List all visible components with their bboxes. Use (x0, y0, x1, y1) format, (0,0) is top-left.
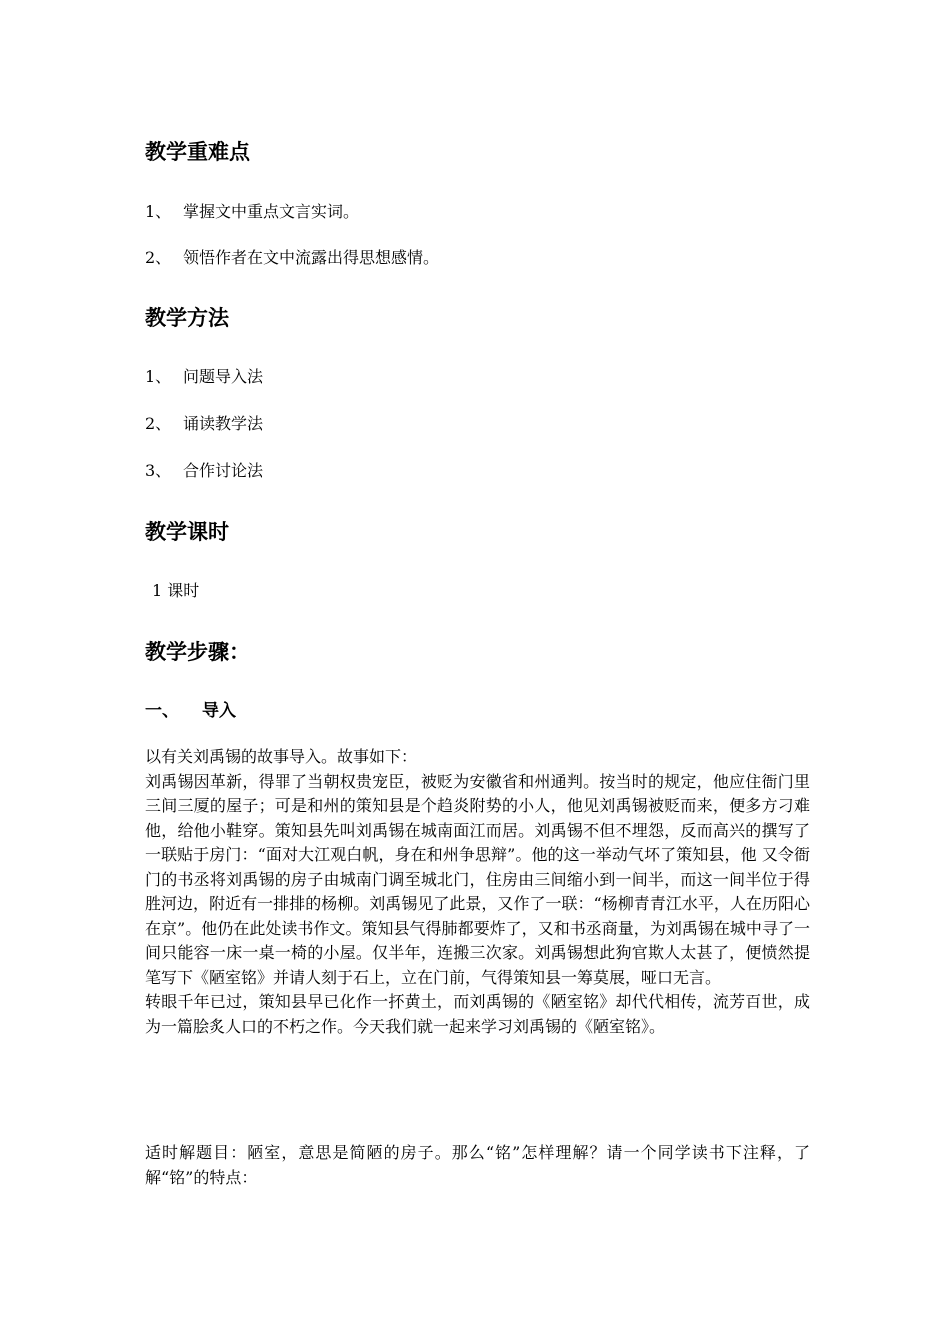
heading-methods: 教学方法 (145, 306, 229, 330)
paragraph: 刘禹锡因革新，得罪了当朝权贵宠臣，被贬为安徽省和州通判。按当时的规定，他应住衙门里三间三厦的屋子；可是和州的策知县是个趋炎附势的小人，他见刘禹锡被贬而来，便多方刁难他，给他小鞋穿。策知县先叫刘禹锡在城南面江而居。刘禹锡不但不埋怨，反而高兴的撰写了一联贴于房门：“面对大江观白帆，身在和州争思辩”。他的这一举动气坏了策知县，他 又令衙门的书丞将刘禹锡的房子由城南门调至城北门，住房由三间缩小到一间半，而这一间半位于得胜河边，附近有一排排的杨柳。刘禹锡见了此景，又作了一联：“杨柳青青江水平，人在历阳心在京”。他仍在此处读书作文。策知县气得肺都要炸了，又和书丞商量，为刘禹锡在城中寻了一间只能容一床一桌一椅的小屋。仅半年，连搬三次家。刘禹锡想此狗官欺人太甚了，便愤然提笔写下《陋室铭》并请人刻于石上，立在门前，气得策知县一筹莫展，哑口无言。 (145, 771, 810, 987)
step-label: 导入 (202, 701, 236, 721)
list-number: 2、 (145, 248, 172, 267)
hours-value: 1 课时 (152, 581, 200, 600)
list-number: 3、 (145, 461, 172, 480)
list-text: 问题导入法 (183, 367, 264, 386)
heading-key-points: 教学重难点 (145, 140, 250, 164)
list-number: 1、 (145, 367, 172, 386)
question-text (145, 1141, 810, 1190)
list-text: 合作讨论法 (183, 461, 264, 480)
story-text (145, 745, 810, 1039)
list-text: 诵读教学法 (183, 414, 264, 433)
list-item (145, 460, 263, 482)
list-item (145, 247, 439, 269)
heading-steps: 教学步骤： (145, 640, 250, 664)
list-item (145, 201, 359, 223)
paragraph: 以有关刘禹锡的故事导入。故事如下： (145, 747, 418, 766)
list-number: 1、 (145, 202, 172, 221)
step-heading (145, 700, 236, 722)
list-number: 2、 (145, 414, 172, 433)
list-text: 领悟作者在文中流露出得思想感情。 (183, 248, 440, 267)
heading-hours: 教学课时 (145, 520, 229, 544)
step-number: 一、 (145, 701, 179, 721)
list-item (145, 366, 263, 388)
paragraph: 适时解题目：陋室，意思是简陋的房子。那么“铭”怎样理解？请一个同学读书下注释，了解“铭”的特点： (145, 1143, 810, 1187)
list-item (145, 413, 263, 435)
paragraph: 转眼千年已过，策知县早已化作一抔黄土，而刘禹锡的《陋室铭》却代代相传，流芳百世，成为一篇脍炙人口的不朽之作。今天我们就一起来学习刘禹锡的《陋室铭》。 (145, 992, 810, 1036)
list-text: 掌握文中重点文言实词。 (183, 202, 360, 221)
